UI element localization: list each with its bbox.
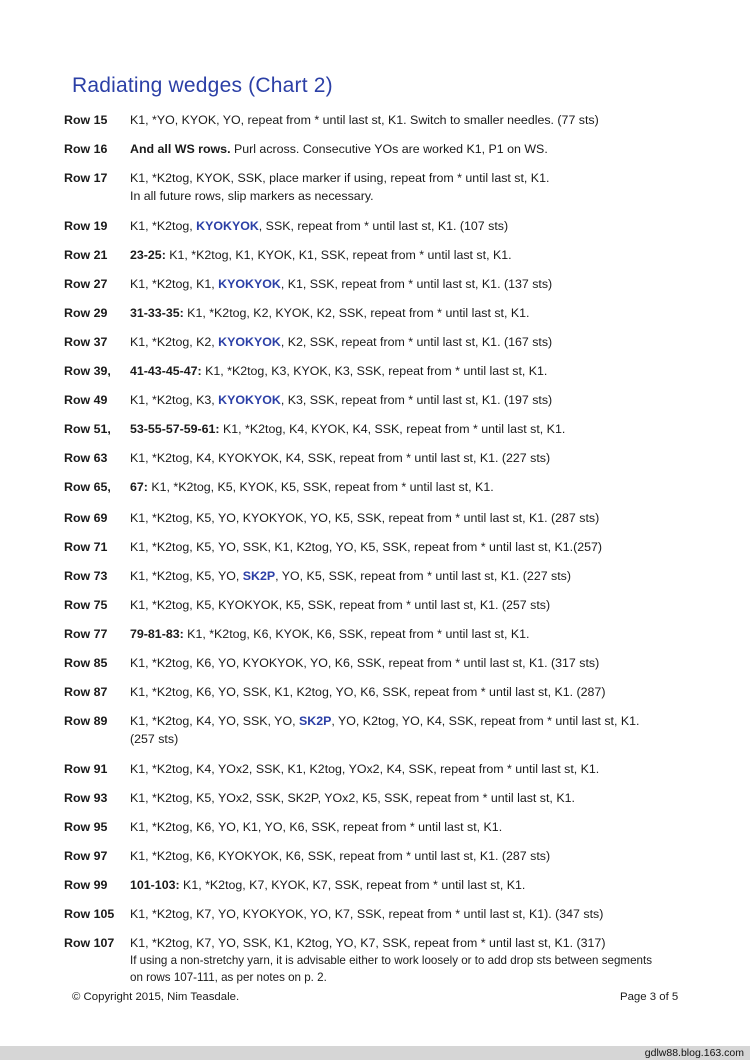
row-label: Row 77: [64, 627, 108, 641]
row-instruction: [130, 111, 658, 129]
instruction-text: K1, *K2tog, K3,: [130, 393, 219, 407]
bold-text: 101-103:: [130, 878, 180, 892]
page-number: Page 3 of 5: [620, 991, 679, 1003]
row-label: Row 105: [64, 907, 115, 921]
highlighted-stitch: KYOKYOK: [196, 219, 259, 233]
instruction-text: K1, *K2tog, K6, YO, SSK, K1, K2tog, YO, K6, SSK, repeat from * until last st, K1. (287): [130, 685, 606, 699]
instruction-text: K1, *K2tog, K5, YO, SSK, K1, K2tog, YO, K5, SSK, repeat from * until last st, K1.(257): [130, 540, 603, 554]
row-label: Row 27: [64, 277, 108, 291]
instruction-text: K1, *K2tog, K4, KYOK, K4, SSK, repeat from * until last st, K1.: [219, 422, 566, 436]
instruction-text: K1, *YO, KYOK, YO, repeat from * until last st, K1. Switch to smaller needles. (77 sts): [130, 113, 599, 127]
instruction-text: K1, *K2tog, K5, YO,: [130, 569, 243, 583]
page-title: Radiating wedges (Chart 2): [72, 74, 333, 97]
row-label: Row 51,: [64, 422, 111, 436]
row-instruction: [130, 625, 658, 643]
row-label: Row 89: [64, 714, 108, 728]
row-instruction: [130, 420, 658, 438]
row-instruction: [130, 449, 658, 467]
watermark: gdlw88.blog.163.com: [644, 1047, 744, 1059]
row-label: Row 19: [64, 219, 108, 233]
row-instruction: [130, 275, 658, 293]
row-instruction: [130, 391, 658, 409]
instruction-text: K1, *K2tog, K6, KYOKYOK, K6, SSK, repeat from * until last st, K1. (287 sts): [130, 849, 551, 863]
instruction-text: K1, *K2tog, KYOK, SSK, place marker if using, repeat from * until last st, K1.: [130, 171, 550, 185]
row-instruction: [130, 217, 658, 235]
row-instruction: [130, 333, 658, 351]
row-label: Row 91: [64, 762, 108, 776]
row-instruction: [130, 304, 658, 322]
row-instruction: [130, 654, 658, 672]
row-label: Row 16: [64, 142, 108, 156]
bold-text: 31-33-35:: [130, 306, 184, 320]
instruction-text: K1, *K2tog, K4, YO, SSK, YO,: [130, 714, 299, 728]
row-label: Row 99: [64, 878, 108, 892]
instruction-text: K1, *K2tog, K4, KYOKYOK, K4, SSK, repeat from * until last st, K1. (227 sts): [130, 451, 551, 465]
row-instruction: [130, 246, 658, 264]
instruction-text: K1, *K2tog, K5, YOx2, SSK, SK2P, YOx2, K5, SSK, repeat from * until last st, K1.: [130, 791, 575, 805]
row-label: Row 97: [64, 849, 108, 863]
row-label: Row 63: [64, 451, 108, 465]
row-label: Row 93: [64, 791, 108, 805]
instruction-text: K1, *K2tog, K3, KYOK, K3, SSK, repeat from * until last st, K1.: [201, 364, 548, 378]
row-label: Row 37: [64, 335, 108, 349]
instruction-text: K1, *K2tog, K4, YOx2, SSK, K1, K2tog, YOx2, K4, SSK, repeat from * until last st, K1.: [130, 762, 600, 776]
row-label: Row 17: [64, 171, 108, 185]
bold-text: 67:: [130, 480, 148, 494]
instruction-text: K1, *K2tog, K5, KYOKYOK, K5, SSK, repeat from * until last st, K1. (257 sts): [130, 598, 551, 612]
row-label: Row 75: [64, 598, 108, 612]
instruction-text: , K3, SSK, repeat from * until last st, K1. (197 sts): [280, 393, 553, 407]
row-instruction: [130, 712, 658, 748]
instruction-text: K1, *K2tog, K2,: [130, 335, 219, 349]
instruction-text: K1, *K2tog, K7, YO, SSK, K1, K2tog, YO, K7, SSK, repeat from * until last st, K1. (317): [130, 936, 606, 950]
instruction-text: K1, *K2tog, K1,: [130, 277, 219, 291]
bold-text: 53-55-57-59-61:: [130, 422, 220, 436]
row-label: Row 65,: [64, 480, 111, 494]
row-instruction: [130, 683, 658, 701]
row-note: If using a non-stretchy yarn, it is advisable either to work loosely or to add drop sts between segments on rows 107-111, as per notes on p. 2.: [130, 954, 652, 984]
row-label: Row 87: [64, 685, 108, 699]
bold-text: 41-43-45-47:: [130, 364, 202, 378]
instruction-text: K1, *K2tog, K2, KYOK, K2, SSK, repeat from * until last st, K1.: [183, 306, 530, 320]
instruction-text: K1, *K2tog, K7, YO, KYOKYOK, YO, K7, SSK, repeat from * until last st, K1). (347 sts): [130, 907, 604, 921]
bold-text: And all WS rows.: [130, 142, 231, 156]
row-instruction: [130, 509, 658, 527]
row-instruction: [130, 760, 658, 778]
bold-text: 79-81-83:: [130, 627, 184, 641]
row-instruction: [130, 596, 658, 614]
row-instruction: [130, 847, 658, 865]
row-label: Row 85: [64, 656, 108, 670]
highlighted-stitch: SK2P: [298, 714, 332, 728]
row-instruction: [130, 934, 658, 986]
instruction-text: , SSK, repeat from * until last st, K1. (107 sts): [258, 219, 509, 233]
row-instruction: [130, 538, 658, 556]
row-instruction: [130, 140, 658, 158]
row-label: Row 15: [64, 113, 108, 127]
row-label: Row 21: [64, 248, 108, 262]
row-label: Row 73: [64, 569, 108, 583]
instruction-text: K1, *K2tog, K7, KYOK, K7, SSK, repeat from * until last st, K1.: [179, 878, 526, 892]
row-label: Row 49: [64, 393, 108, 407]
row-instruction: [130, 818, 658, 836]
row-instruction: [130, 876, 658, 894]
row-instruction: [130, 905, 658, 923]
instruction-text: K1, *K2tog, K6, YO, K1, YO, K6, SSK, repeat from * until last st, K1.: [130, 820, 503, 834]
highlighted-stitch: KYOKYOK: [218, 277, 281, 291]
row-label: Row 107: [64, 936, 115, 950]
row-label: Row 29: [64, 306, 108, 320]
instruction-text: , YO, K2tog, YO, K4, SSK, repeat from * until last st, K1. (257 sts): [130, 714, 640, 746]
highlighted-stitch: SK2P: [242, 569, 276, 583]
instruction-text: , K1, SSK, repeat from * until last st, K1. (137 sts): [280, 277, 553, 291]
bottom-bar: [0, 1046, 750, 1060]
instruction-text: , YO, K5, SSK, repeat from * until last st, K1. (227 sts): [275, 569, 572, 583]
instruction-text: K1, *K2tog,: [130, 219, 197, 233]
row-label: Row 71: [64, 540, 108, 554]
row-label: Row 69: [64, 511, 108, 525]
instruction-text: , K2, SSK, repeat from * until last st, K1. (167 sts): [280, 335, 553, 349]
instruction-text: K1, *K2tog, K5, YO, KYOKYOK, YO, K5, SSK, repeat from * until last st, K1. (287 sts): [130, 511, 600, 525]
instruction-text: K1, *K2tog, K6, KYOK, K6, SSK, repeat from * until last st, K1.: [183, 627, 530, 641]
row-label: Row 95: [64, 820, 108, 834]
row-instruction: [130, 169, 658, 205]
row-instruction: [130, 478, 658, 496]
instruction-text: K1, *K2tog, K6, YO, KYOKYOK, YO, K6, SSK, repeat from * until last st, K1. (317 sts): [130, 656, 600, 670]
highlighted-stitch: KYOKYOK: [218, 393, 281, 407]
highlighted-stitch: KYOKYOK: [218, 335, 281, 349]
instruction-text: In all future rows, slip markers as necessary.: [130, 189, 374, 203]
copyright-footer: © Copyright 2015, Nim Teasdale.: [72, 991, 240, 1003]
bold-text: 23-25:: [130, 248, 166, 262]
instruction-text: Purl across. Consecutive YOs are worked K1, P1 on WS.: [230, 142, 548, 156]
row-instruction: [130, 789, 658, 807]
row-instruction: [130, 362, 658, 380]
row-instruction: [130, 567, 658, 585]
instruction-text: K1, *K2tog, K1, KYOK, K1, SSK, repeat from * until last st, K1.: [165, 248, 512, 262]
instruction-text: K1, *K2tog, K5, KYOK, K5, SSK, repeat from * until last st, K1.: [147, 480, 494, 494]
row-label: Row 39,: [64, 364, 111, 378]
